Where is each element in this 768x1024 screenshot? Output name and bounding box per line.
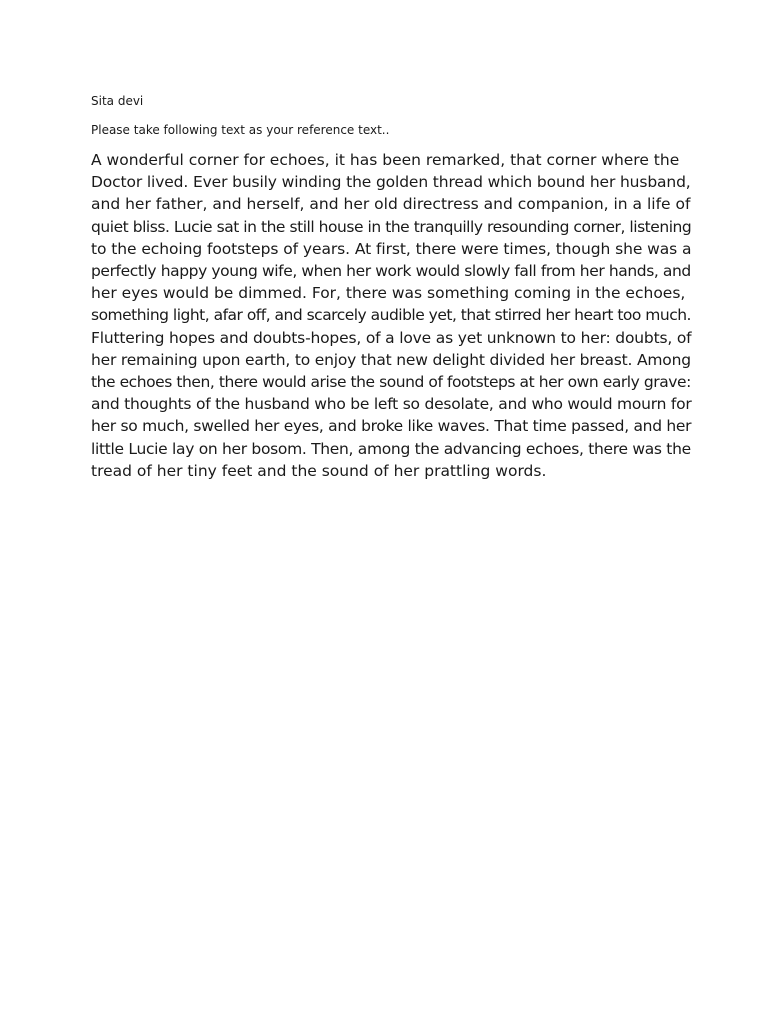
instruction-text: Please take following text as your reference text.. — [91, 123, 390, 137]
paragraph-line: Fluttering hopes and doubts-hopes, of a love as yet unknown to her: doubts, of — [91, 328, 692, 347]
paragraph-line: something light, afar off, and scarcely audible yet, that stirred her heart too much. — [91, 306, 691, 325]
paragraph-line: her so much, swelled her eyes, and broke like waves. That time passed, and her — [91, 417, 692, 436]
paragraph-line: and thoughts of the husband who be left so desolate, and who would mourn for — [91, 395, 692, 414]
reference-text-paragraph — [91, 149, 691, 482]
paragraph-line: to the echoing footsteps of years. At first, there were times, though she was a — [91, 239, 692, 258]
paragraph-line: and her father, and herself, and her old directress and companion, in a life of — [91, 195, 691, 214]
paragraph-line: her eyes would be dimmed. For, there was something coming in the echoes, — [91, 284, 686, 303]
paragraph-line: A wonderful corner for echoes, it has been remarked, that corner where the — [91, 151, 680, 169]
paragraph-line: her remaining upon earth, to enjoy that new delight divided her breast. Among — [91, 350, 691, 369]
author-name: Sita devi — [91, 94, 144, 108]
paragraph-line: the echoes then, there would arise the sound of footsteps at her own early grave: — [91, 373, 691, 392]
paragraph-line: perfectly happy young wife, when her work would slowly fall from her hands, and — [91, 262, 691, 281]
paragraph-line: quiet bliss. Lucie sat in the still house in the tranquilly resounding corner, listening — [91, 217, 692, 236]
paragraph-line: Doctor lived. Ever busily winding the golden thread which bound her husband, — [91, 173, 691, 192]
paragraph-line: little Lucie lay on her bosom. Then, among the advancing echoes, there was the — [91, 439, 691, 458]
paragraph-line: tread of her tiny feet and the sound of her prattling words. — [91, 461, 547, 480]
